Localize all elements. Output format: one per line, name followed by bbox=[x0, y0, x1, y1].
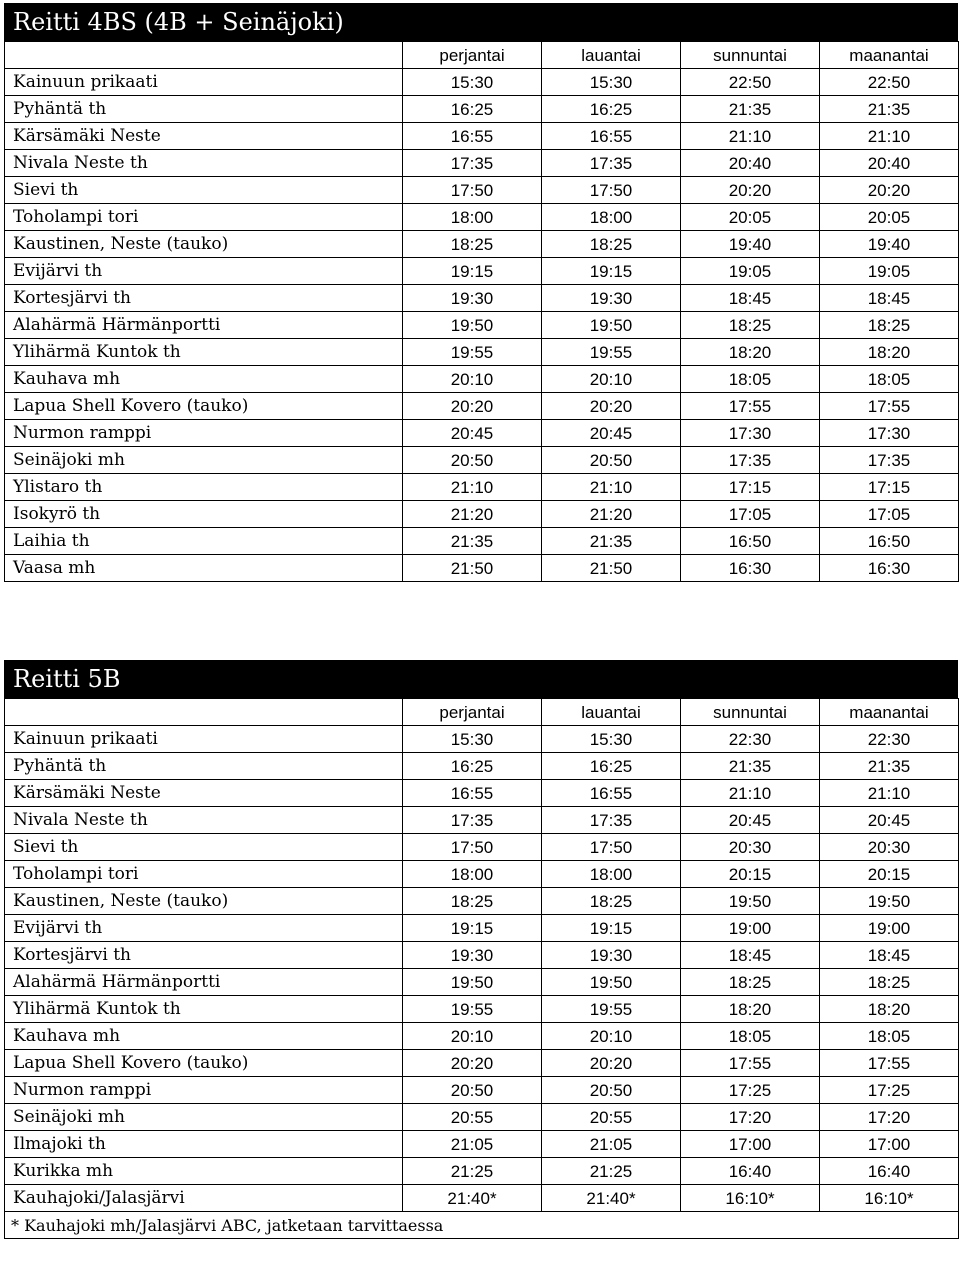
departure-time: 20:20 bbox=[542, 393, 681, 420]
departure-time: 20:45 bbox=[403, 420, 542, 447]
stop-row bbox=[5, 474, 959, 501]
departure-time: 17:35 bbox=[403, 150, 542, 177]
departure-time: 19:00 bbox=[820, 915, 959, 942]
departure-time: 17:55 bbox=[681, 1050, 820, 1077]
departure-time: 17:55 bbox=[681, 393, 820, 420]
departure-time: 18:05 bbox=[681, 1023, 820, 1050]
departure-time: 18:05 bbox=[820, 1023, 959, 1050]
departure-time: 18:45 bbox=[681, 942, 820, 969]
departure-time: 17:35 bbox=[681, 447, 820, 474]
departure-time: 16:55 bbox=[542, 123, 681, 150]
departure-time: 18:00 bbox=[403, 861, 542, 888]
departure-time: 16:10* bbox=[681, 1185, 820, 1212]
departure-time: 16:55 bbox=[403, 780, 542, 807]
stop-row bbox=[5, 1023, 959, 1050]
stop-name: Laihia th bbox=[5, 528, 403, 555]
stop-name: Kauhava mh bbox=[5, 1023, 403, 1050]
stop-name: Kärsämäki Neste bbox=[5, 780, 403, 807]
stop-name: Kortesjärvi th bbox=[5, 285, 403, 312]
departure-time: 16:25 bbox=[403, 96, 542, 123]
departure-time: 22:50 bbox=[820, 69, 959, 96]
departure-time: 19:50 bbox=[542, 969, 681, 996]
departure-time: 18:20 bbox=[681, 996, 820, 1023]
departure-time: 20:05 bbox=[681, 204, 820, 231]
departure-time: 20:05 bbox=[820, 204, 959, 231]
stop-row bbox=[5, 231, 959, 258]
departure-time: 18:45 bbox=[820, 285, 959, 312]
stop-row bbox=[5, 501, 959, 528]
stop-row bbox=[5, 258, 959, 285]
departure-time: 18:00 bbox=[542, 204, 681, 231]
stop-row bbox=[5, 285, 959, 312]
departure-time: 17:25 bbox=[681, 1077, 820, 1104]
departure-time: 20:40 bbox=[820, 150, 959, 177]
departure-time: 21:40* bbox=[403, 1185, 542, 1212]
route-4bs-timetable bbox=[4, 3, 958, 582]
departure-time: 19:55 bbox=[542, 996, 681, 1023]
departure-time: 18:20 bbox=[820, 339, 959, 366]
stop-column-header bbox=[5, 699, 403, 726]
departure-time: 19:30 bbox=[542, 942, 681, 969]
stop-row bbox=[5, 96, 959, 123]
departure-time: 18:25 bbox=[681, 969, 820, 996]
stop-name: Toholampi tori bbox=[5, 861, 403, 888]
stop-row bbox=[5, 393, 959, 420]
departure-time: 22:30 bbox=[681, 726, 820, 753]
stop-name: Vaasa mh bbox=[5, 555, 403, 582]
day-header-row bbox=[5, 42, 959, 69]
departure-time: 21:35 bbox=[403, 528, 542, 555]
stop-name: Isokyrö th bbox=[5, 501, 403, 528]
stop-name: Kärsämäki Neste bbox=[5, 123, 403, 150]
departure-time: 21:35 bbox=[820, 96, 959, 123]
stop-name: Pyhäntä th bbox=[5, 753, 403, 780]
departure-time: 17:15 bbox=[820, 474, 959, 501]
stop-row bbox=[5, 1131, 959, 1158]
route-title: Reitti 5B bbox=[4, 660, 958, 698]
stop-row bbox=[5, 915, 959, 942]
departure-time: 21:50 bbox=[542, 555, 681, 582]
stop-name: Seinäjoki mh bbox=[5, 447, 403, 474]
departure-time: 17:25 bbox=[820, 1077, 959, 1104]
departure-time: 20:15 bbox=[681, 861, 820, 888]
departure-time: 21:10 bbox=[403, 474, 542, 501]
departure-time: 19:55 bbox=[403, 339, 542, 366]
departure-time: 20:30 bbox=[820, 834, 959, 861]
stop-name: Toholampi tori bbox=[5, 204, 403, 231]
day-header-3: maanantai bbox=[820, 699, 959, 726]
departure-time: 16:40 bbox=[820, 1158, 959, 1185]
departure-time: 17:05 bbox=[820, 501, 959, 528]
stop-row bbox=[5, 753, 959, 780]
stop-name: Seinäjoki mh bbox=[5, 1104, 403, 1131]
departure-time: 15:30 bbox=[403, 69, 542, 96]
departure-time: 18:25 bbox=[681, 312, 820, 339]
stop-row bbox=[5, 339, 959, 366]
stop-name: Nivala Neste th bbox=[5, 150, 403, 177]
departure-time: 15:30 bbox=[403, 726, 542, 753]
departure-time: 21:10 bbox=[681, 780, 820, 807]
departure-time: 19:30 bbox=[403, 942, 542, 969]
departure-time: 18:05 bbox=[681, 366, 820, 393]
timetable bbox=[4, 41, 959, 582]
departure-time: 18:25 bbox=[542, 888, 681, 915]
departure-time: 21:10 bbox=[681, 123, 820, 150]
day-header-3: maanantai bbox=[820, 42, 959, 69]
departure-time: 17:00 bbox=[820, 1131, 959, 1158]
stop-column-header bbox=[5, 42, 403, 69]
departure-time: 20:40 bbox=[681, 150, 820, 177]
day-header-0: perjantai bbox=[403, 42, 542, 69]
departure-time: 17:35 bbox=[820, 447, 959, 474]
departure-time: 19:55 bbox=[542, 339, 681, 366]
footnote-row bbox=[5, 1212, 959, 1239]
departure-time: 21:25 bbox=[403, 1158, 542, 1185]
stop-row bbox=[5, 861, 959, 888]
departure-time: 17:20 bbox=[820, 1104, 959, 1131]
departure-time: 16:50 bbox=[820, 528, 959, 555]
stop-row bbox=[5, 969, 959, 996]
departure-time: 20:45 bbox=[820, 807, 959, 834]
departure-time: 20:50 bbox=[542, 1077, 681, 1104]
departure-time: 21:40* bbox=[542, 1185, 681, 1212]
departure-time: 21:35 bbox=[681, 753, 820, 780]
stop-row bbox=[5, 150, 959, 177]
stop-name: Nivala Neste th bbox=[5, 807, 403, 834]
stop-row bbox=[5, 123, 959, 150]
departure-time: 20:20 bbox=[403, 1050, 542, 1077]
day-header-2: sunnuntai bbox=[681, 42, 820, 69]
departure-time: 17:35 bbox=[542, 807, 681, 834]
stop-row bbox=[5, 780, 959, 807]
departure-time: 21:35 bbox=[820, 753, 959, 780]
departure-time: 20:20 bbox=[403, 393, 542, 420]
stop-row bbox=[5, 1158, 959, 1185]
departure-time: 18:25 bbox=[403, 888, 542, 915]
departure-time: 21:10 bbox=[542, 474, 681, 501]
stop-name: Kaustinen, Neste (tauko) bbox=[5, 231, 403, 258]
departure-time: 16:25 bbox=[542, 96, 681, 123]
departure-time: 20:45 bbox=[681, 807, 820, 834]
departure-time: 19:05 bbox=[681, 258, 820, 285]
departure-time: 20:10 bbox=[542, 1023, 681, 1050]
departure-time: 20:15 bbox=[820, 861, 959, 888]
stop-name: Ylihärmä Kuntok th bbox=[5, 996, 403, 1023]
stop-row bbox=[5, 942, 959, 969]
departure-time: 21:05 bbox=[542, 1131, 681, 1158]
departure-time: 16:30 bbox=[681, 555, 820, 582]
departure-time: 20:10 bbox=[403, 1023, 542, 1050]
stop-row bbox=[5, 1050, 959, 1077]
departure-time: 20:55 bbox=[542, 1104, 681, 1131]
stop-name: Alahärmä Härmänportti bbox=[5, 312, 403, 339]
stop-row bbox=[5, 177, 959, 204]
departure-time: 18:45 bbox=[681, 285, 820, 312]
departure-time: 20:20 bbox=[681, 177, 820, 204]
stop-name: Ylistaro th bbox=[5, 474, 403, 501]
departure-time: 16:25 bbox=[403, 753, 542, 780]
stop-name: Nurmon ramppi bbox=[5, 1077, 403, 1104]
departure-time: 18:20 bbox=[681, 339, 820, 366]
departure-time: 21:50 bbox=[403, 555, 542, 582]
stop-name: Kaustinen, Neste (tauko) bbox=[5, 888, 403, 915]
departure-time: 19:50 bbox=[403, 312, 542, 339]
departure-time: 17:50 bbox=[542, 834, 681, 861]
departure-time: 20:55 bbox=[403, 1104, 542, 1131]
departure-time: 17:00 bbox=[681, 1131, 820, 1158]
day-header-1: lauantai bbox=[542, 699, 681, 726]
stop-row bbox=[5, 312, 959, 339]
stop-row bbox=[5, 888, 959, 915]
departure-time: 22:30 bbox=[820, 726, 959, 753]
departure-time: 17:50 bbox=[542, 177, 681, 204]
departure-time: 19:55 bbox=[403, 996, 542, 1023]
stop-row bbox=[5, 447, 959, 474]
departure-time: 21:05 bbox=[403, 1131, 542, 1158]
departure-time: 17:35 bbox=[542, 150, 681, 177]
departure-time: 19:05 bbox=[820, 258, 959, 285]
stop-name: Ylihärmä Kuntok th bbox=[5, 339, 403, 366]
stop-name: Sievi th bbox=[5, 177, 403, 204]
stop-row bbox=[5, 1185, 959, 1212]
stop-row bbox=[5, 69, 959, 96]
departure-time: 20:45 bbox=[542, 420, 681, 447]
departure-time: 19:15 bbox=[403, 915, 542, 942]
departure-time: 18:25 bbox=[542, 231, 681, 258]
stop-row bbox=[5, 807, 959, 834]
departure-time: 19:00 bbox=[681, 915, 820, 942]
departure-time: 21:35 bbox=[681, 96, 820, 123]
stop-name: Kauhava mh bbox=[5, 366, 403, 393]
departure-time: 18:45 bbox=[820, 942, 959, 969]
departure-time: 16:50 bbox=[681, 528, 820, 555]
footnote: * Kauhajoki mh/Jalasjärvi ABC, jatketaan tarvittaessa bbox=[5, 1212, 959, 1239]
departure-time: 16:55 bbox=[403, 123, 542, 150]
departure-time: 17:15 bbox=[681, 474, 820, 501]
departure-time: 16:40 bbox=[681, 1158, 820, 1185]
stop-row bbox=[5, 528, 959, 555]
stop-name: Evijärvi th bbox=[5, 258, 403, 285]
day-header-row bbox=[5, 699, 959, 726]
departure-time: 19:40 bbox=[820, 231, 959, 258]
departure-time: 20:10 bbox=[542, 366, 681, 393]
route-5b-timetable bbox=[4, 660, 958, 1239]
departure-time: 19:50 bbox=[403, 969, 542, 996]
departure-time: 21:20 bbox=[403, 501, 542, 528]
departure-time: 17:50 bbox=[403, 177, 542, 204]
departure-time: 20:30 bbox=[681, 834, 820, 861]
stop-name: Lapua Shell Kovero (tauko) bbox=[5, 1050, 403, 1077]
day-header-2: sunnuntai bbox=[681, 699, 820, 726]
stop-name: Kurikka mh bbox=[5, 1158, 403, 1185]
departure-time: 19:50 bbox=[681, 888, 820, 915]
departure-time: 18:20 bbox=[820, 996, 959, 1023]
stop-name: Kainuun prikaati bbox=[5, 726, 403, 753]
departure-time: 20:20 bbox=[542, 1050, 681, 1077]
departure-time: 20:50 bbox=[403, 447, 542, 474]
stop-name: Nurmon ramppi bbox=[5, 420, 403, 447]
departure-time: 15:30 bbox=[542, 69, 681, 96]
departure-time: 17:50 bbox=[403, 834, 542, 861]
departure-time: 22:50 bbox=[681, 69, 820, 96]
departure-time: 17:55 bbox=[820, 393, 959, 420]
stop-row bbox=[5, 555, 959, 582]
departure-time: 15:30 bbox=[542, 726, 681, 753]
departure-time: 16:30 bbox=[820, 555, 959, 582]
departure-time: 19:15 bbox=[403, 258, 542, 285]
departure-time: 19:50 bbox=[542, 312, 681, 339]
departure-time: 16:25 bbox=[542, 753, 681, 780]
stop-name: Alahärmä Härmänportti bbox=[5, 969, 403, 996]
timetable bbox=[4, 698, 959, 1239]
departure-time: 17:35 bbox=[403, 807, 542, 834]
departure-time: 16:55 bbox=[542, 780, 681, 807]
stop-row bbox=[5, 834, 959, 861]
departure-time: 18:25 bbox=[403, 231, 542, 258]
departure-time: 19:50 bbox=[820, 888, 959, 915]
day-header-0: perjantai bbox=[403, 699, 542, 726]
stop-row bbox=[5, 366, 959, 393]
departure-time: 20:10 bbox=[403, 366, 542, 393]
stop-row bbox=[5, 726, 959, 753]
stop-row bbox=[5, 996, 959, 1023]
departure-time: 21:10 bbox=[820, 123, 959, 150]
stop-row bbox=[5, 420, 959, 447]
departure-time: 18:00 bbox=[403, 204, 542, 231]
departure-time: 17:30 bbox=[820, 420, 959, 447]
departure-time: 21:10 bbox=[820, 780, 959, 807]
stop-row bbox=[5, 204, 959, 231]
departure-time: 19:15 bbox=[542, 258, 681, 285]
day-header-1: lauantai bbox=[542, 42, 681, 69]
departure-time: 16:10* bbox=[820, 1185, 959, 1212]
departure-time: 20:50 bbox=[403, 1077, 542, 1104]
departure-time: 18:00 bbox=[542, 861, 681, 888]
departure-time: 18:25 bbox=[820, 969, 959, 996]
stop-name: Kainuun prikaati bbox=[5, 69, 403, 96]
stop-name: Sievi th bbox=[5, 834, 403, 861]
stop-name: Evijärvi th bbox=[5, 915, 403, 942]
departure-time: 19:30 bbox=[403, 285, 542, 312]
departure-time: 17:55 bbox=[820, 1050, 959, 1077]
stop-name: Kortesjärvi th bbox=[5, 942, 403, 969]
departure-time: 21:25 bbox=[542, 1158, 681, 1185]
departure-time: 18:05 bbox=[820, 366, 959, 393]
stop-name: Ilmajoki th bbox=[5, 1131, 403, 1158]
stop-name: Kauhajoki/Jalasjärvi bbox=[5, 1185, 403, 1212]
departure-time: 17:30 bbox=[681, 420, 820, 447]
stop-name: Lapua Shell Kovero (tauko) bbox=[5, 393, 403, 420]
stop-row bbox=[5, 1077, 959, 1104]
departure-time: 17:20 bbox=[681, 1104, 820, 1131]
departure-time: 21:20 bbox=[542, 501, 681, 528]
departure-time: 19:30 bbox=[542, 285, 681, 312]
departure-time: 19:15 bbox=[542, 915, 681, 942]
departure-time: 19:40 bbox=[681, 231, 820, 258]
departure-time: 20:20 bbox=[820, 177, 959, 204]
departure-time: 17:05 bbox=[681, 501, 820, 528]
departure-time: 21:35 bbox=[542, 528, 681, 555]
departure-time: 18:25 bbox=[820, 312, 959, 339]
stop-name: Pyhäntä th bbox=[5, 96, 403, 123]
stop-row bbox=[5, 1104, 959, 1131]
departure-time: 20:50 bbox=[542, 447, 681, 474]
route-title: Reitti 4BS (4B + Seinäjoki) bbox=[4, 3, 958, 41]
